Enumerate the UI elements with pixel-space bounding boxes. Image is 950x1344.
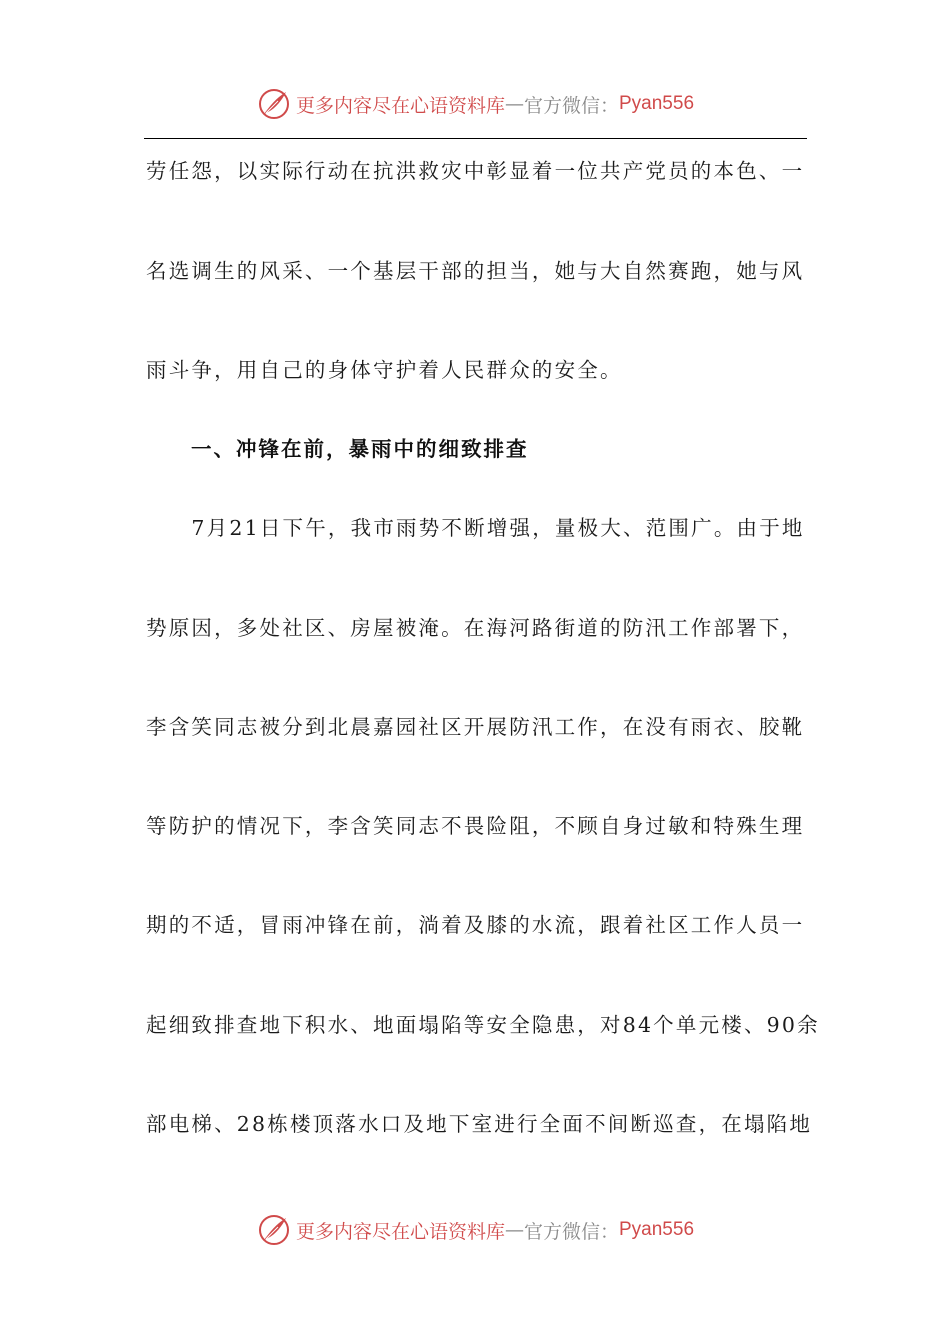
section-heading: 一、冲锋在前，暴雨中的细致排查 [191, 437, 529, 461]
body-line: 等防护的情况下，李含笑同志不畏险阻，不顾自身过敏和特殊生理 [146, 814, 805, 838]
body-line: 李含笑同志被分到北晨嘉园社区开展防汛工作，在没有雨衣、胶靴 [146, 715, 805, 739]
feather-pen-logo-icon [256, 1212, 292, 1248]
body-line: 势原因，多处社区、房屋被淹。在海河路街道的防汛工作部署下， [146, 616, 805, 640]
footer-banner [0, 1208, 950, 1252]
header-wechat-id: Pyan556 [619, 93, 695, 114]
header-banner [0, 82, 950, 126]
body-line: 7月21日下午，我市雨势不断增强，量极大、范围广。由于地 [146, 516, 805, 540]
header-wechat-label: 官方微信： [523, 94, 619, 117]
footer-separator: — [504, 1219, 524, 1241]
footer-wechat-id: Pyan556 [619, 1219, 695, 1240]
body-line: 部电梯、28栋楼顶落水口及地下室进行全面不间断巡查，在塌陷地 [146, 1112, 813, 1136]
footer-promo-text: 更多内容尽在心语资料库 [295, 1220, 505, 1243]
header-promo-text: 更多内容尽在心语资料库 [295, 94, 505, 117]
header-divider [144, 138, 807, 139]
body-line: 名选调生的风采、一个基层干部的担当，她与大自然赛跑，她与风 [146, 259, 805, 283]
footer-wechat-label: 官方微信： [523, 1220, 619, 1243]
body-line: 期的不适，冒雨冲锋在前，淌着及膝的水流，跟着社区工作人员一 [146, 913, 805, 937]
body-line: 雨斗争，用自己的身体守护着人民群众的安全。 [146, 358, 623, 382]
feather-pen-logo-icon [256, 86, 292, 122]
body-line: 起细致排查地下积水、地面塌陷等安全隐患，对84个单元楼、90余 [146, 1013, 820, 1037]
body-line: 劳任怨，以实际行动在抗洪救灾中彰显着一位共产党员的本色、一 [146, 159, 805, 183]
header-separator: — [504, 93, 524, 115]
